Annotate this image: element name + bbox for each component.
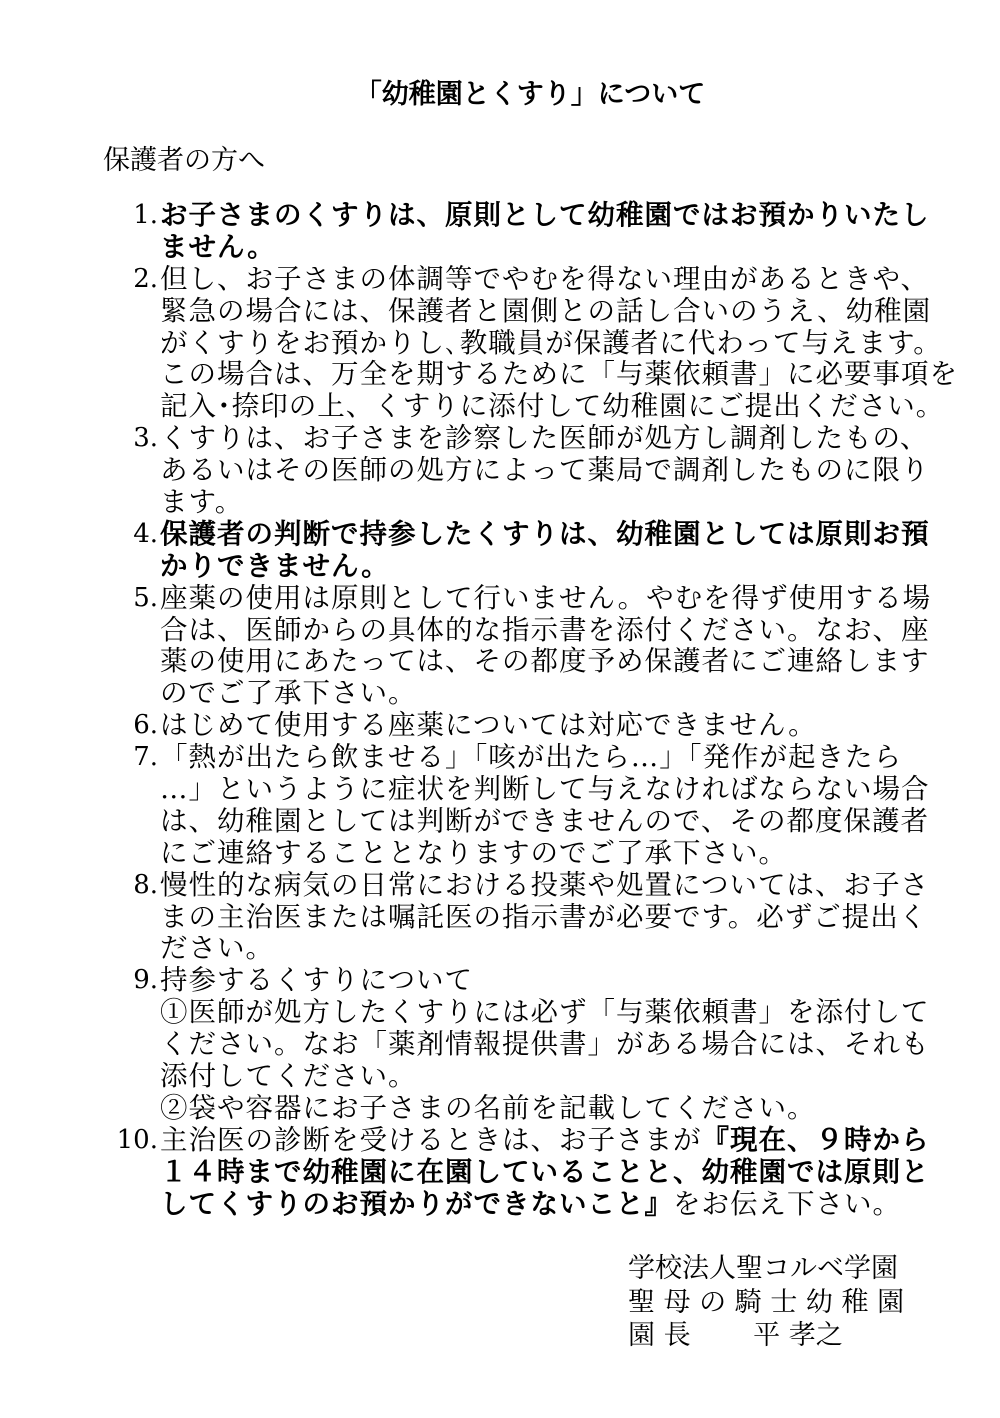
item-line: [160, 296, 960, 328]
item-number: 7.: [133, 742, 158, 773]
list-item: [100, 423, 960, 519]
item-number: 9.: [133, 965, 158, 996]
emphasized-text: してくすりのお預かりができないこと』: [160, 1187, 673, 1220]
text-segment: 記入･捺印の上、くすりに添付して幼稚園にご提出ください。: [160, 390, 945, 423]
item-line: [160, 1061, 960, 1093]
item-line: [160, 359, 960, 391]
list-item: [100, 870, 960, 966]
item-line: [160, 1029, 960, 1061]
list-item: [100, 742, 960, 870]
item-line: [160, 1157, 960, 1189]
text-segment: 緊急の場合には、保護者と園側との話し合いのうえ、幼稚園: [160, 294, 932, 327]
emphasized-text: お子さまのくすりは、原則として幼稚園ではお預かりいたし: [160, 199, 930, 231]
item-number: 5.: [133, 582, 158, 613]
item-line: [160, 391, 960, 423]
text-segment: 持参するくすりについて: [160, 964, 473, 997]
text-segment: 慢性的な病気の日常における投薬や処置については、お子さ: [160, 868, 929, 901]
item-line: [160, 487, 960, 519]
text-segment: ①医師が処方したくすりには必ず「与薬依頼書」を添付して: [160, 996, 930, 1029]
emphasized-text: ません。: [160, 230, 276, 263]
text-segment: 座薬の使用は原則として行いません。やむを得ず使用する場: [160, 581, 932, 614]
item-line: [160, 1125, 960, 1157]
signature-school: 聖 母 の 騎 士 幼 稚 園: [628, 1286, 905, 1318]
text-segment: 薬の使用にあたっては、その都度予め保護者にご連絡します: [160, 645, 930, 678]
salutation: 保護者の方へ: [103, 145, 265, 176]
list-item: [100, 200, 960, 264]
text-segment: くすりは、お子さまを診察した医師が処方し調剤したもの、: [160, 422, 929, 455]
item-line: [160, 583, 960, 615]
list-item: [100, 965, 960, 1124]
item-line: [160, 455, 960, 487]
item-line: [160, 232, 960, 264]
emphasized-text: １４時まで幼稚園に在園していることと、幼稚園では原則と: [160, 1155, 930, 1188]
text-segment: はじめて使用する座薬については対応できません。: [160, 709, 817, 742]
text-segment: まの主治医または嘱託医の指示書が必要です。必ずご提出く: [160, 900, 928, 933]
item-number: 10.: [116, 1124, 158, 1155]
item-line: [160, 264, 960, 296]
item-number: 6.: [133, 710, 158, 741]
emphasized-text: 保護者の判断で持参したくすりは、幼稚園としては原則お預: [160, 517, 930, 550]
text-segment: ②袋や容器にお子さまの名前を記載してください。: [160, 1091, 816, 1124]
item-line: [160, 933, 960, 965]
document-title: 「幼稚園とくすり」について: [354, 79, 706, 110]
item-number: 4.: [133, 518, 158, 549]
text-segment: 但し、お子さまの体調等でやむを得ない理由があるときや、: [160, 262, 929, 295]
text-segment: ます。: [160, 486, 244, 519]
emphasized-text: かりできません。: [160, 549, 390, 582]
text-segment: 主治医の診断を受けるときは、お子さまが: [160, 1123, 702, 1156]
item-line: [160, 646, 960, 678]
item-line: [160, 806, 960, 838]
item-line: [160, 870, 960, 902]
text-segment: ださい。: [160, 932, 274, 965]
text-segment: 添付してください。: [160, 1060, 417, 1093]
item-line: [160, 519, 960, 551]
text-segment: あるいはその医師の処方によって薬局で調剤したものに限り: [160, 454, 930, 487]
item-line: [160, 551, 960, 583]
item-line: [160, 742, 960, 774]
item-line: [160, 615, 960, 647]
item-line: [160, 328, 960, 360]
text-segment: をお伝え下さい。: [673, 1187, 901, 1220]
item-line: [160, 710, 960, 742]
signature-principal: 園 長 平 孝之: [628, 1320, 843, 1351]
signature-organization: 学校法人聖コルベ学園: [628, 1253, 898, 1284]
text-segment: は、幼稚園としては判断ができませんので、その都度保護者: [160, 804, 929, 837]
item-line: [160, 902, 960, 934]
item-number: 1.: [133, 200, 158, 230]
item-number: 2.: [133, 263, 158, 294]
text-segment: がくすりをお預かりし､教職員が保護者に代わって与えます。: [160, 326, 942, 359]
text-segment: 「熱が出たら飲ませる」「咳が出たら…」「発作が起きたら: [160, 741, 902, 774]
signature-block: [628, 1252, 904, 1353]
text-segment: ください。なお「薬剤情報提供書」がある場合には、それも: [160, 1028, 930, 1061]
item-number: 3.: [133, 423, 158, 454]
text-segment: 合は、医師からの具体的な指示書を添付ください。なお、座: [160, 613, 930, 646]
emphasized-text: 『現在、９時から: [701, 1123, 930, 1156]
list-item: [100, 264, 960, 423]
item-line: [160, 997, 960, 1029]
text-segment: この場合は、万全を期するために「与薬依頼書」に必要事項を: [160, 358, 958, 391]
item-line: [160, 838, 960, 870]
item-line: [160, 200, 960, 232]
text-segment: のでご了承下さい。: [160, 677, 417, 710]
text-segment: …」というように症状を判断して与えなければならない場合: [160, 773, 930, 806]
item-line: [160, 965, 960, 997]
item-line: [160, 774, 960, 806]
item-number: 8.: [133, 869, 158, 900]
item-line: [160, 423, 960, 455]
list-item: [100, 710, 960, 742]
item-line: [160, 1189, 960, 1221]
rules-list: [100, 200, 960, 1221]
item-line: [160, 678, 960, 710]
list-item: [100, 519, 960, 583]
list-item: [100, 1125, 960, 1221]
list-item: [100, 583, 960, 711]
item-line: [160, 1093, 960, 1125]
text-segment: にご連絡することとなりますのでご了承下さい。: [160, 836, 787, 869]
